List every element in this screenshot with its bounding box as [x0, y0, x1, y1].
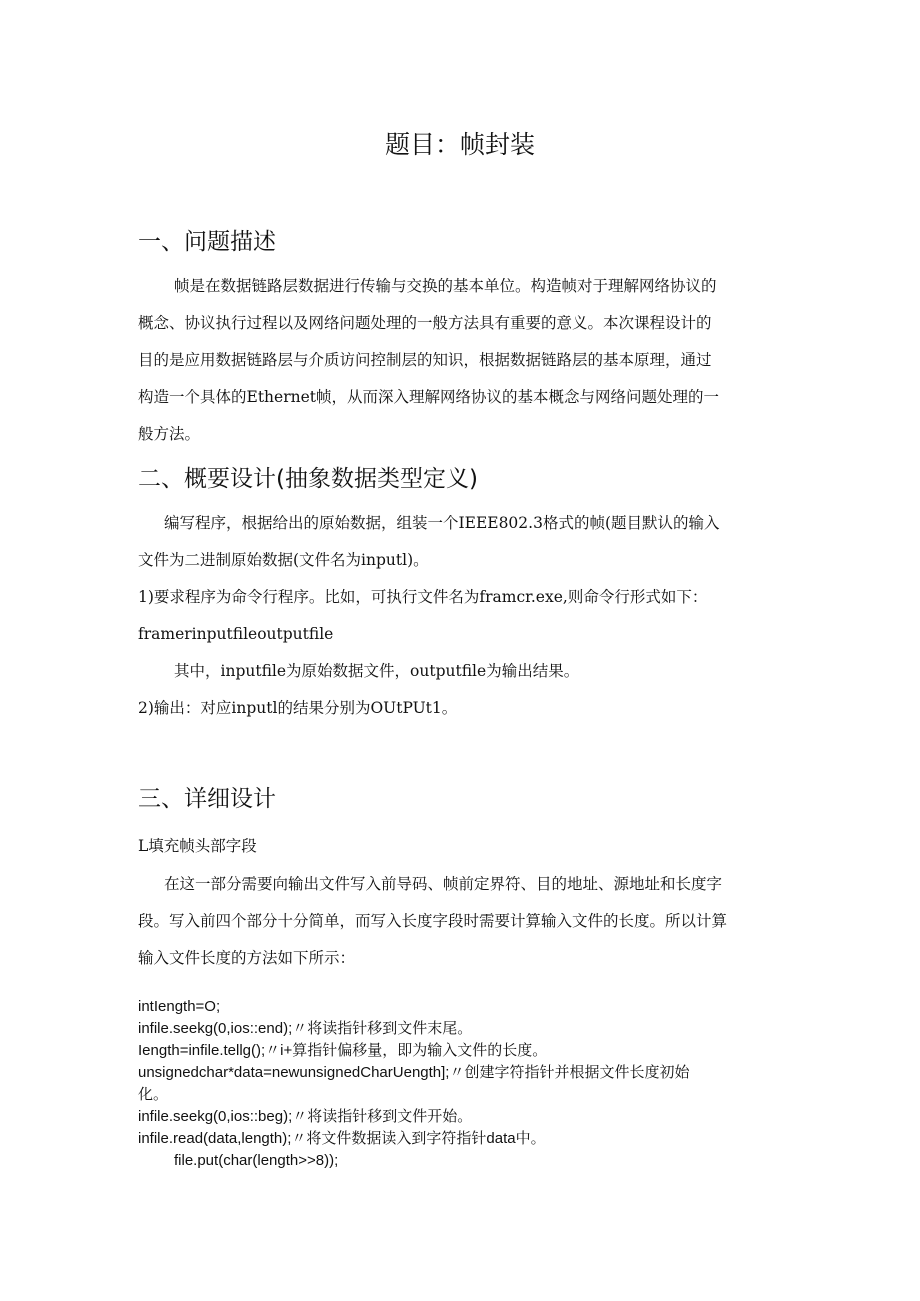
code-line: intIength=O;: [138, 998, 221, 1015]
paragraph-line: 概念、协议执行过程以及网络问题处理的一般方法具有重要的意义。本次课程设计的: [138, 314, 712, 332]
paragraph-line: 帧是在数据链路层数据进行传输与交换的基本单位。构造帧对于理解网络协议的: [174, 277, 717, 295]
paragraph-line: 2)输出：对应inputl的结果分别为OUtPUt1。: [138, 699, 458, 717]
paragraph-line: 输入文件长度的方法如下所示：: [138, 949, 356, 967]
paragraph-line: 编写程序，根据给出的原始数据，组装一个IEEE802.3格式的帧(题目默认的输入: [164, 514, 720, 532]
code-line: file.put(char(length>>8));: [174, 1152, 339, 1169]
code-line: infile.seekg(0,ios::end);〃将读指针移到文件末尾。: [138, 1020, 473, 1037]
section-body-detail: [138, 866, 788, 977]
code-line: Iength=infile.tellg();〃i+算指针偏移量，即为输入文件的长度。: [138, 1042, 548, 1059]
paragraph-line: 其中，inputfile为原始数据文件，outputfile为输出结果。: [174, 662, 580, 680]
code-listing: [138, 996, 788, 1172]
section-heading-detail: 三、详细设计: [138, 786, 276, 812]
paragraph-line: 在这一部分需要向输出文件写入前导码、帧前定界符、目的地址、源地址和长度字: [164, 875, 723, 893]
section-heading-problem: 一、问题描述: [138, 229, 276, 255]
paragraph-line: 段。写入前四个部分十分简单，而写入长度字段时需要计算输入文件的长度。所以计算: [138, 912, 728, 930]
section-heading-overview: 二、概要设计(抽象数据类型定义): [138, 466, 478, 492]
paragraph-line: 文件为二进制原始数据(文件名为inputl)。: [138, 551, 429, 569]
paragraph-line: 构造一个具体的Ethernet帧，从而深入理解网络协议的基本概念与网络问题处理的一: [138, 388, 719, 406]
section-body-problem: [138, 268, 788, 453]
code-line: 化。: [138, 1086, 169, 1103]
section-body-overview: [138, 505, 788, 727]
subsection-heading: L填充帧头部字段: [138, 837, 257, 855]
paragraph-line: 目的是应用数据链路层与介质访问控制层的知识，根据数据链路层的基本原理，通过: [138, 351, 712, 369]
paragraph-line: 般方法。: [138, 425, 201, 443]
page-title: 题目：帧封装: [384, 130, 535, 159]
code-line: unsignedchar*data=newunsignedCharUength];〃创建字符指针并根据文件长度初始: [138, 1064, 690, 1081]
paragraph-line: framerinputfileoutputfile: [138, 625, 334, 643]
code-line: infile.read(data,length);〃将文件数据读入到字符指针data中。: [138, 1130, 546, 1147]
code-line: infile.seekg(0,ios::beg);〃将读指针移到文件开始。: [138, 1108, 473, 1125]
paragraph-line: 1)要求程序为命令行程序。比如，可执行文件名为framcr.exe,则命令行形式如下：: [138, 588, 708, 606]
